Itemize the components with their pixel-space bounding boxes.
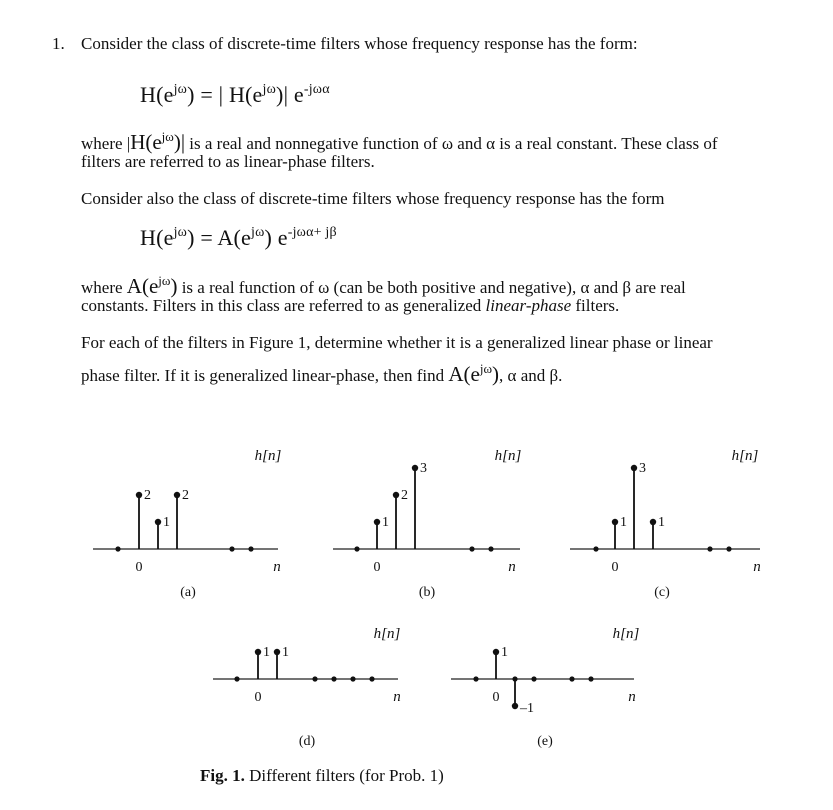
panel-c-stem-label-2: 1	[658, 515, 665, 530]
panel-d-caption: (d)	[298, 734, 316, 749]
panel-d-n-label: n	[393, 689, 401, 705]
panel-a-stem-label-1: 1	[163, 515, 170, 530]
panel-d-zero-sample-3	[350, 676, 355, 681]
panel-b-caption: (b)	[418, 585, 436, 600]
panel-e-stem-label-0: 1	[501, 645, 508, 660]
where-line-2: filters are referred to as linear-phase filters.	[81, 152, 375, 171]
panel-e-caption: (e)	[537, 734, 553, 749]
where-line-3: where $A(e^{j\omega})$ is a real function of ω (can be both positive and negative), α and β are real	[81, 273, 686, 298]
equation-generalized-linear-phase: $H(e^{j\omega}) = A(e^{j\omega})$ $e^{-j\omega\alpha+ j\beta}$	[140, 225, 337, 250]
panel-b-stem-head-1	[393, 492, 399, 498]
problem-intro: Consider the class of discrete-time filters whose frequency response has the form:	[81, 34, 638, 53]
panel-a-stem-head-2	[174, 492, 180, 498]
panel-a-stem-head-0	[136, 492, 142, 498]
panel-e-zero-sample-0	[473, 676, 478, 681]
panel-c-caption: (c)	[654, 585, 670, 600]
panel-b-stem-head-2	[412, 465, 418, 471]
panel-a-zero-label: 0	[135, 560, 143, 575]
panel-c-zero-sample-2	[726, 546, 731, 551]
panel-a-stem-head-1	[155, 519, 161, 525]
panel-d-zero-sample-2	[331, 676, 336, 681]
panel-c-stem-head-1	[631, 465, 637, 471]
panel-d-stem-head-1	[274, 649, 280, 655]
panel-a-stem-label-0: 2	[144, 488, 151, 503]
panel-c-stem-head-0	[612, 519, 618, 525]
panel-a-h-label: h[n]	[254, 448, 282, 464]
panel-e-stem-head-0	[493, 649, 499, 655]
panel-b-stem-label-1: 2	[401, 488, 408, 503]
panel-b-zero-sample-2	[488, 546, 493, 551]
panel-c-zero-sample-1	[707, 546, 712, 551]
panel-b-stem-head-0	[374, 519, 380, 525]
panel-c-stem-head-2	[650, 519, 656, 525]
panel-d-zero-sample-0	[234, 676, 239, 681]
panel-d-stem-head-0	[255, 649, 261, 655]
panel-a-caption: (a)	[180, 585, 196, 600]
panel-d-stem-label-0: 1	[263, 645, 270, 660]
panel-c-h-label: h[n]	[731, 448, 759, 464]
panel-c-zero-label: 0	[611, 560, 619, 575]
where-line-1: where $|H(e^{j\omega})|$ is a real and nonnegative function of ω and α is a real constant. These class of	[81, 129, 718, 154]
panel-e-zero-label: 0	[492, 690, 500, 705]
panel-e-n-label: n	[628, 689, 636, 705]
panel-d-zero-sample-1	[312, 676, 317, 681]
panel-d-stem-label-1: 1	[282, 645, 289, 660]
panel-a-zero-sample-2	[248, 546, 253, 551]
panel-c-stem-label-0: 1	[620, 515, 627, 530]
equation-linear-phase: $H(e^{j\omega})$ = | $H(e^{j\omega})|$ $e^{-j\omega\alpha}$	[140, 82, 330, 107]
panel-b-zero-sample-1	[469, 546, 474, 551]
panel-d-zero-sample-4	[369, 676, 374, 681]
foreach-line-2: phase filter. If it is generalized linear-phase, then find $A(e^{j\omega})$, α and β.	[81, 361, 563, 386]
where-line-4: constants. Filters in this class are referred to as generalized linear-phase filters.	[81, 296, 620, 315]
panel-e-stem-label-1: –1	[520, 701, 534, 716]
panel-e-stem-head-1	[512, 703, 518, 709]
panel-b-n-label: n	[508, 559, 516, 575]
panel-a-stem-label-2: 2	[182, 488, 189, 503]
panel-a-n-label: n	[273, 559, 281, 575]
panel-c-stem-label-1: 3	[639, 461, 646, 476]
panel-a-zero-sample-1	[229, 546, 234, 551]
problem-number: 1.	[52, 34, 65, 53]
panel-c-zero-sample-0	[593, 546, 598, 551]
panel-b-stem-label-0: 1	[382, 515, 389, 530]
panel-e-zero-sample-3	[569, 676, 574, 681]
panel-d-h-label: h[n]	[373, 626, 401, 642]
panel-b-stem-label-2: 3	[420, 461, 427, 476]
panel-d-zero-label: 0	[254, 690, 262, 705]
panel-c-n-label: n	[753, 559, 761, 575]
panel-a-zero-sample-0	[115, 546, 120, 551]
panel-e-zero-sample-4	[588, 676, 593, 681]
panel-e-zero-sample-2	[531, 676, 536, 681]
panel-e-h-label: h[n]	[612, 626, 640, 642]
panel-b-zero-label: 0	[373, 560, 381, 575]
panel-b-h-label: h[n]	[494, 448, 522, 464]
panel-b-zero-sample-0	[354, 546, 359, 551]
figure-caption: Fig. 1. Different filters (for Prob. 1)	[200, 766, 444, 785]
foreach-line-1: For each of the filters in Figure 1, determine whether it is a generalized linear phase or linear	[81, 333, 713, 352]
consider-also-line: Consider also the class of discrete-time filters whose frequency response has the form	[81, 189, 665, 208]
